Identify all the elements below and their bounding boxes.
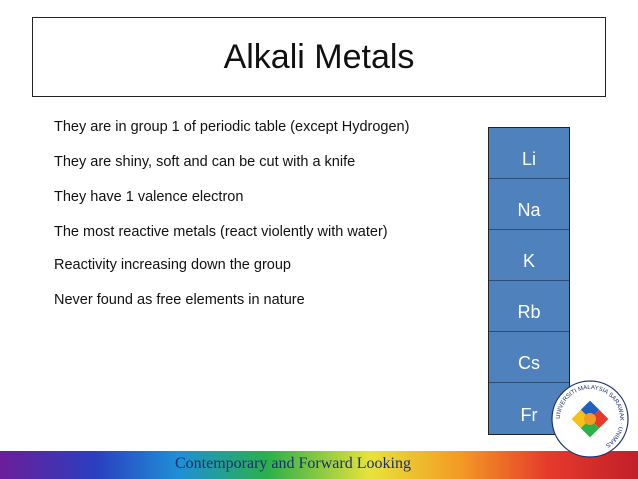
footer-tagline: Contemporary and Forward Looking bbox=[175, 455, 411, 472]
logo-ring-text: UNIVERSITI MALAYSIA SARAWAK · UNIMAS bbox=[555, 384, 625, 448]
bullet-item: Reactivity increasing down the group bbox=[54, 257, 291, 273]
element-cell-fr: Fr bbox=[489, 383, 569, 434]
bullet-item: They are in group 1 of periodic table (except Hydrogen) bbox=[54, 119, 410, 135]
element-cell-k: K bbox=[489, 230, 569, 281]
element-cell-li: Li bbox=[489, 128, 569, 179]
slide-title: Alkali Metals bbox=[223, 37, 415, 76]
bullet-list bbox=[54, 118, 434, 326]
slide-title-box bbox=[32, 17, 606, 97]
bullet-item: They have 1 valence electron bbox=[54, 189, 244, 205]
element-cell-na: Na bbox=[489, 179, 569, 230]
element-cell-cs: Cs bbox=[489, 332, 569, 383]
university-logo bbox=[549, 378, 631, 460]
bullet-item: The most reactive metals (react violently with water) bbox=[54, 224, 388, 240]
bullet-item: Never found as free elements in nature bbox=[54, 292, 305, 308]
bullet-item: They are shiny, soft and can be cut with a knife bbox=[54, 154, 356, 170]
element-cell-rb: Rb bbox=[489, 281, 569, 332]
